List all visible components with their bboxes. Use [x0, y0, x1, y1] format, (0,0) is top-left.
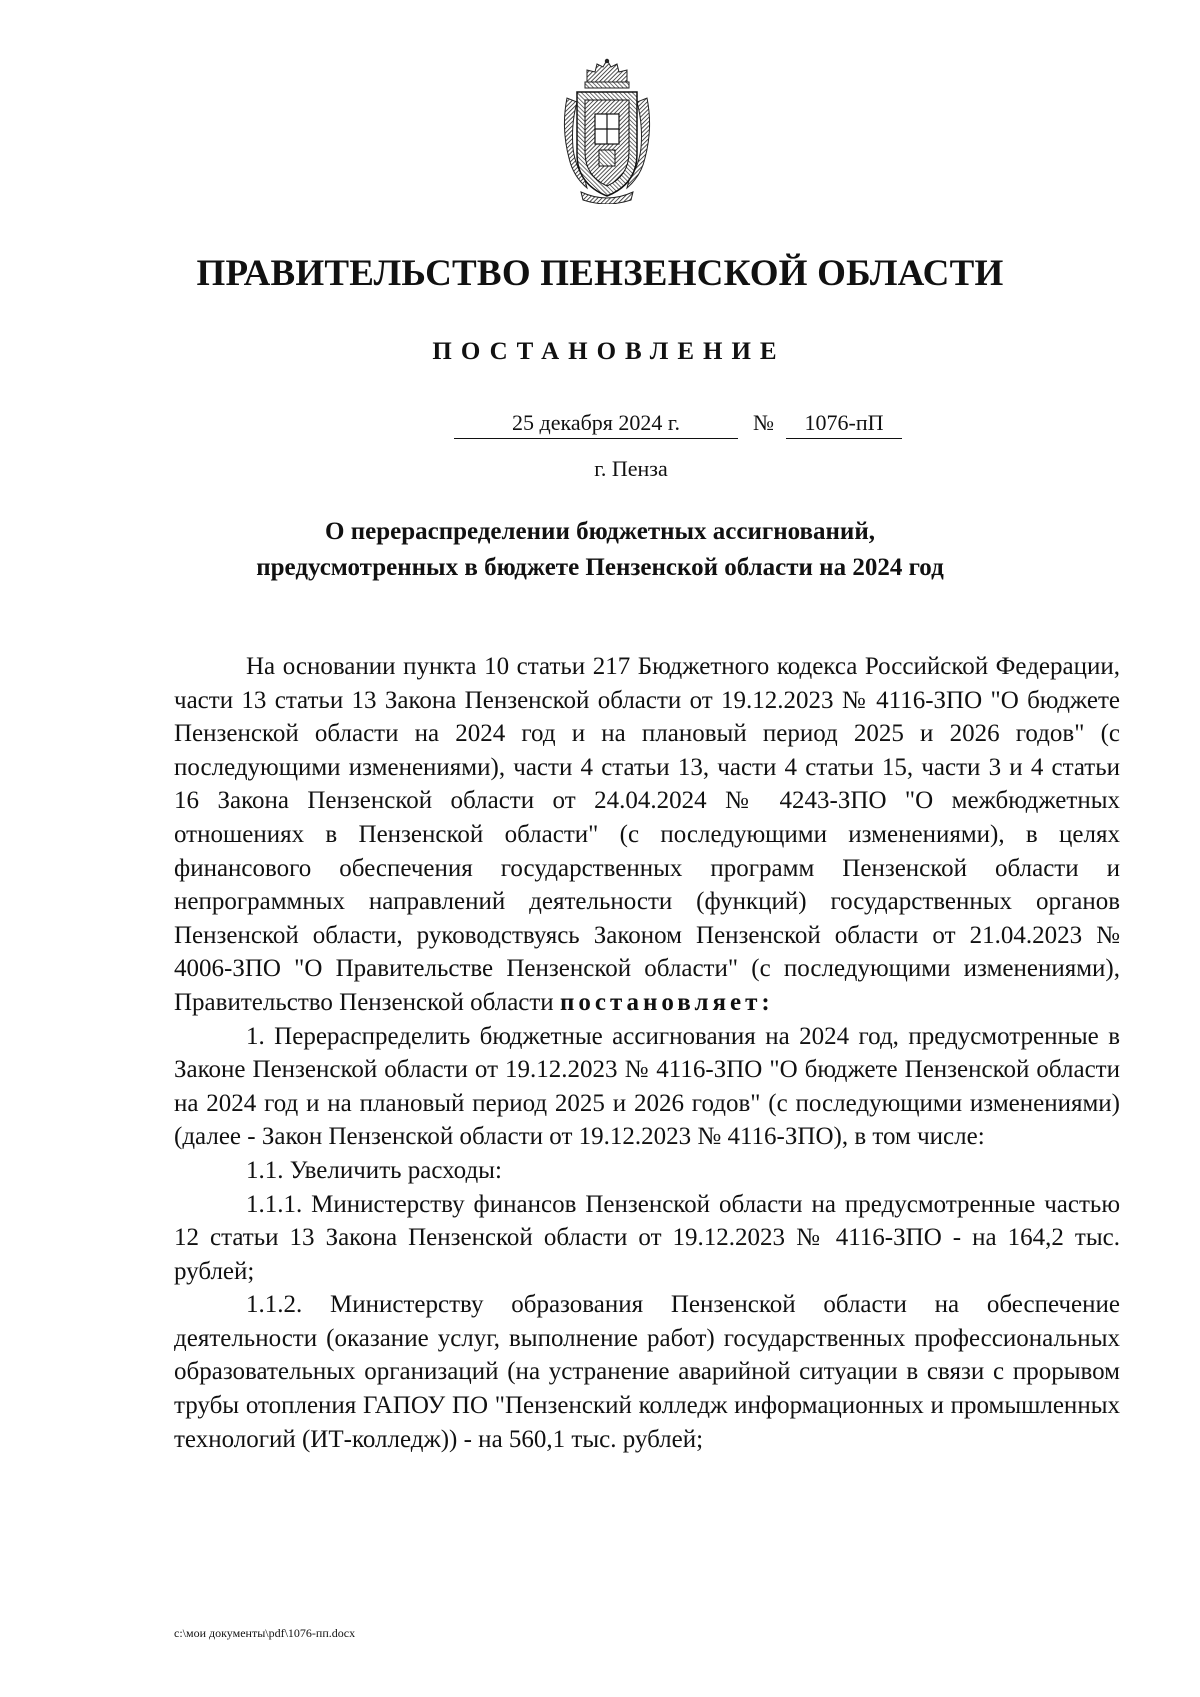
document-body: [174, 650, 1120, 1456]
document-date: 25 декабря 2024 г.: [454, 410, 738, 439]
number-sign: №: [753, 410, 774, 435]
paragraph-1-1-1: 1.1.1. Министерству финансов Пензенской области на предусмотренные частью 12 статьи 13 Закона Пензенской области от 19.12.2023 № 4116-ЗПО - на 164,2 тыс. рублей;: [174, 1190, 1120, 1285]
document-city: г. Пенза: [594, 456, 668, 481]
date-number-line: [0, 410, 1200, 444]
document-number: 1076-пП: [786, 410, 902, 439]
file-path-footer: c:\мои документы\pdf\1076-пп.docx: [174, 1626, 356, 1640]
document-type: ПОСТАНОВЛЕНИЕ: [432, 338, 786, 365]
paragraph-1-1-2: 1.1.2. Министерству образования Пензенской области на обеспечение деятельности (оказание услуг, выполнение работ) государственных профессиональных образовательных организаций (на устранение аварийной ситуации в связи с прорывом трубы отопления ГАПОУ ПО "Пензенский колледж информационных и промышленных технологий (ИТ-колледж)) - на 560,1 тыс. рублей;: [174, 1291, 1120, 1453]
document-subject: [0, 514, 1200, 586]
preamble-paragraph: [174, 650, 1120, 1020]
subject-line-2: предусмотренных в бюджете Пензенской области на 2024 год: [256, 554, 944, 581]
paragraph-1: 1. Перераспределить бюджетные ассигнования на 2024 год, предусмотренные в Законе Пензенской области от 19.12.2023 № 4116-ЗПО "О бюджете Пензенской области на 2024 год и на плановый период 2025 и 2026 годов" (с последующими изменениями) (далее - Закон Пензенской области от 19.12.2023 № 4116-ЗПО), в том числе:: [174, 1022, 1120, 1151]
government-title: ПРАВИТЕЛЬСТВО ПЕНЗЕНСКОЙ ОБЛАСТИ: [196, 253, 1004, 294]
preamble-text: На основании пункта 10 статьи 217 Бюджетного кодекса Российской Федерации, части 13 статьи 13 Закона Пензенской области от 19.12.2023 № 4116-ЗПО "О бюджете Пензенской области на 2024 год и на плановый период 2025 и 2026 годов" (с последующими изменениями), части 4 статьи 13, части 4 статьи 15, части 3 и 4 статьи 16 Закона Пензенской области от 24.04.2024 № 4243-ЗПО "О межбюджетных отношениях в Пензенской области" (с последующими изменениями), в целях финансового обеспечения государственных программ Пензенской области и непрограммных направлений деятельности (функций) государственных органов Пензенской области, руководствуясь Законом Пензенской области от 21.04.2023 № 4006-ЗПО "О Правительстве Пензенской области" (с последующими изменениями), Правительство Пензенской области: [174, 653, 1120, 1016]
coat-of-arms-emblem: [559, 58, 655, 204]
paragraph-1-1: 1.1. Увеличить расходы:: [246, 1156, 502, 1184]
subject-line-1: О перераспределении бюджетных ассигнований,: [325, 518, 875, 545]
decree-word: постановляет:: [559, 988, 774, 1016]
